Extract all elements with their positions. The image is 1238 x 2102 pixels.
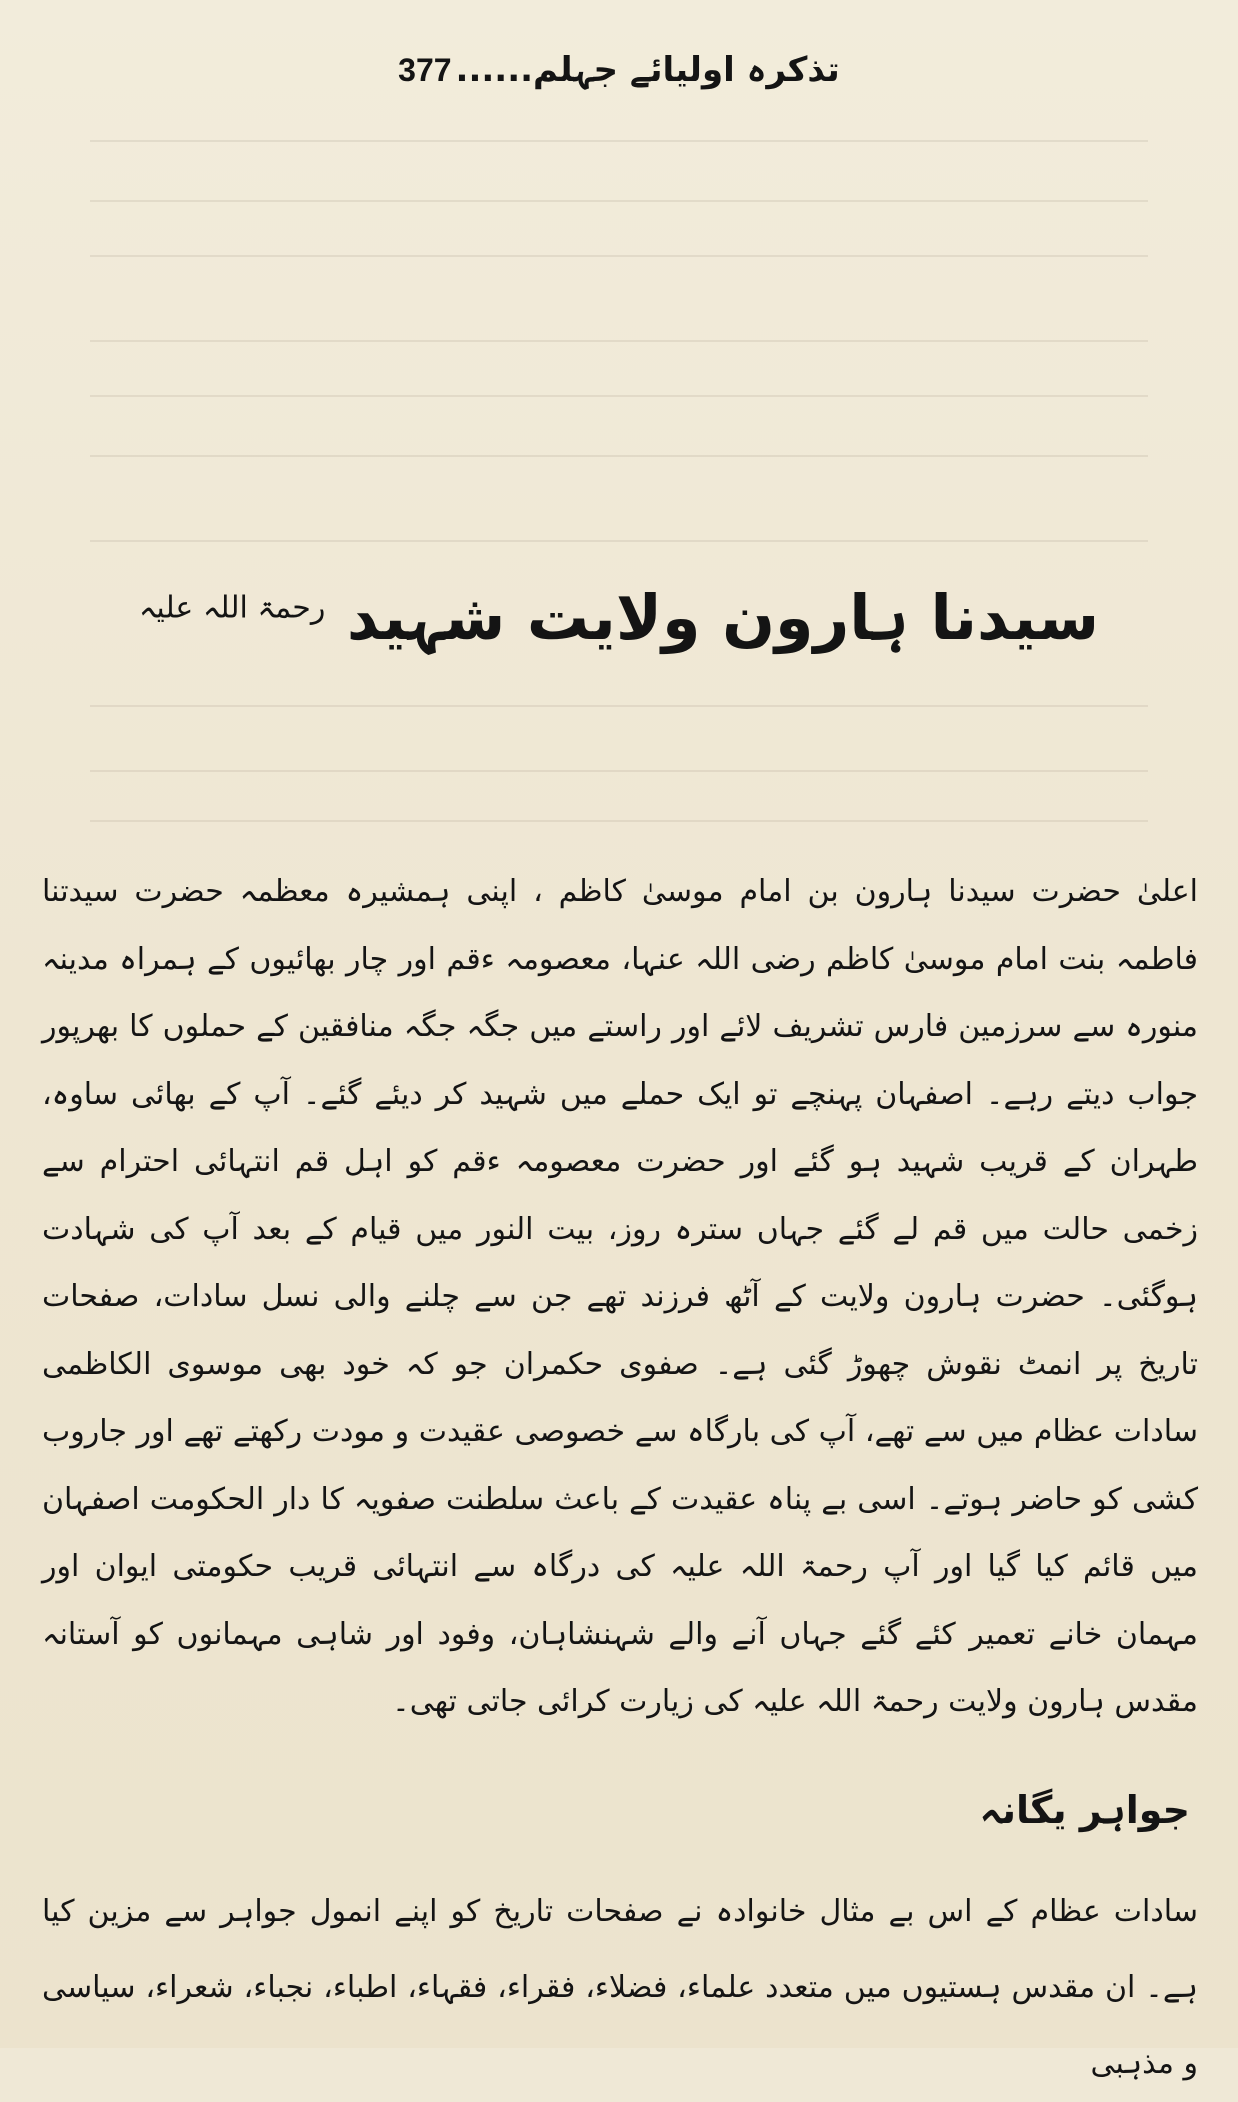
book-title: تذکرہ اولیائے جہلم...... (455, 50, 840, 90)
chapter-title (80, 578, 1158, 659)
bleed-through-line (90, 455, 1148, 457)
section-heading: جواہر یگانہ (979, 1788, 1190, 1832)
bleed-through-line (90, 200, 1148, 202)
bleed-through-line (90, 770, 1148, 772)
bleed-through-line (90, 540, 1148, 542)
main-body (42, 858, 1198, 1736)
section-body (42, 1874, 1198, 2102)
section-paragraph: سادات عظام کے اس بے مثال خانوادہ نے صفحات تاریخ کو اپنے انمول جواہر سے مزین کیا ہے۔ ان مقدس ہستیوں میں متعدد علماء، فضلاء، فقراء، فقہاء، اطباء، نجباء، شعراء، سیاسی و مذہبی (42, 1894, 1198, 2081)
bleed-through-line (90, 820, 1148, 822)
page-number: 377 (398, 52, 452, 88)
body-paragraph: اعلیٰ حضرت سیدنا ہارون بن امام موسیٰ کاظم ، اپنی ہمشیرہ معظمہ حضرت سیدتنا فاطمہ بنت امام موسیٰ کاظم رضی اللہ عنہا، معصومہ ءقم اور چار بھائیوں کے ہمراہ مدینہ منورہ سے سرزمین فارس تشریف لائے اور راستے میں جگہ جگہ منافقین کے حملوں کا بھرپور جواب دیتے رہے۔ اصفہان پہنچے تو ایک حملے میں شہید کر دیئے گئے۔ آپ کے بھائی ساوہ، طہران کے قریب شہید ہو گئے اور حضرت معصومہ ءقم کو اہل قم انتہائی احترام سے زخمی حالت میں قم لے گئے جہاں سترہ روز، بیت النور میں قیام کے بعد آپ کی شہادت ہوگئی۔ حضرت ہارون ولایت کے آٹھ فرزند تھے جن سے چلنے والی نسل سادات، صفحات تاریخ پر انمٹ نقوش چھوڑ گئی ہے۔ صفوی حکمران جو کہ خود بھی موسوی الکاظمی سادات عظام میں سے تھے، آپ کی بارگاہ سے خصوصی عقیدت و مودت رکھتے تھے اور جاروب کشی کو حاضر ہوتے۔ اسی بے پناہ عقیدت کے باعث سلطنت صفویہ کا دار الحکومت اصفہان میں قائم کیا گیا اور آپ رحمۃ اللہ علیہ کی درگاہ سے انتہائی قریب حکومتی ایوان اور مہمان خانے تعمیر کئے گئے جہاں آنے والے شہنشاہان، وفود اور شاہی مہمانوں کو آستانہ مقدس ہارون ولایت رحمۃ اللہ علیہ کی زیارت کرائی جاتی تھی۔ (42, 874, 1198, 1719)
bleed-through-line (90, 140, 1148, 142)
chapter-title-text: سیدنا ہارون ولایت شہید (346, 581, 1100, 654)
running-header (0, 50, 1238, 91)
bleed-through-line (90, 395, 1148, 397)
bleed-through-line (90, 340, 1148, 342)
bleed-through-line (90, 705, 1148, 707)
bleed-through-line (90, 255, 1148, 257)
title-honorific: رحمۃ اللہ علیہ (138, 590, 326, 626)
